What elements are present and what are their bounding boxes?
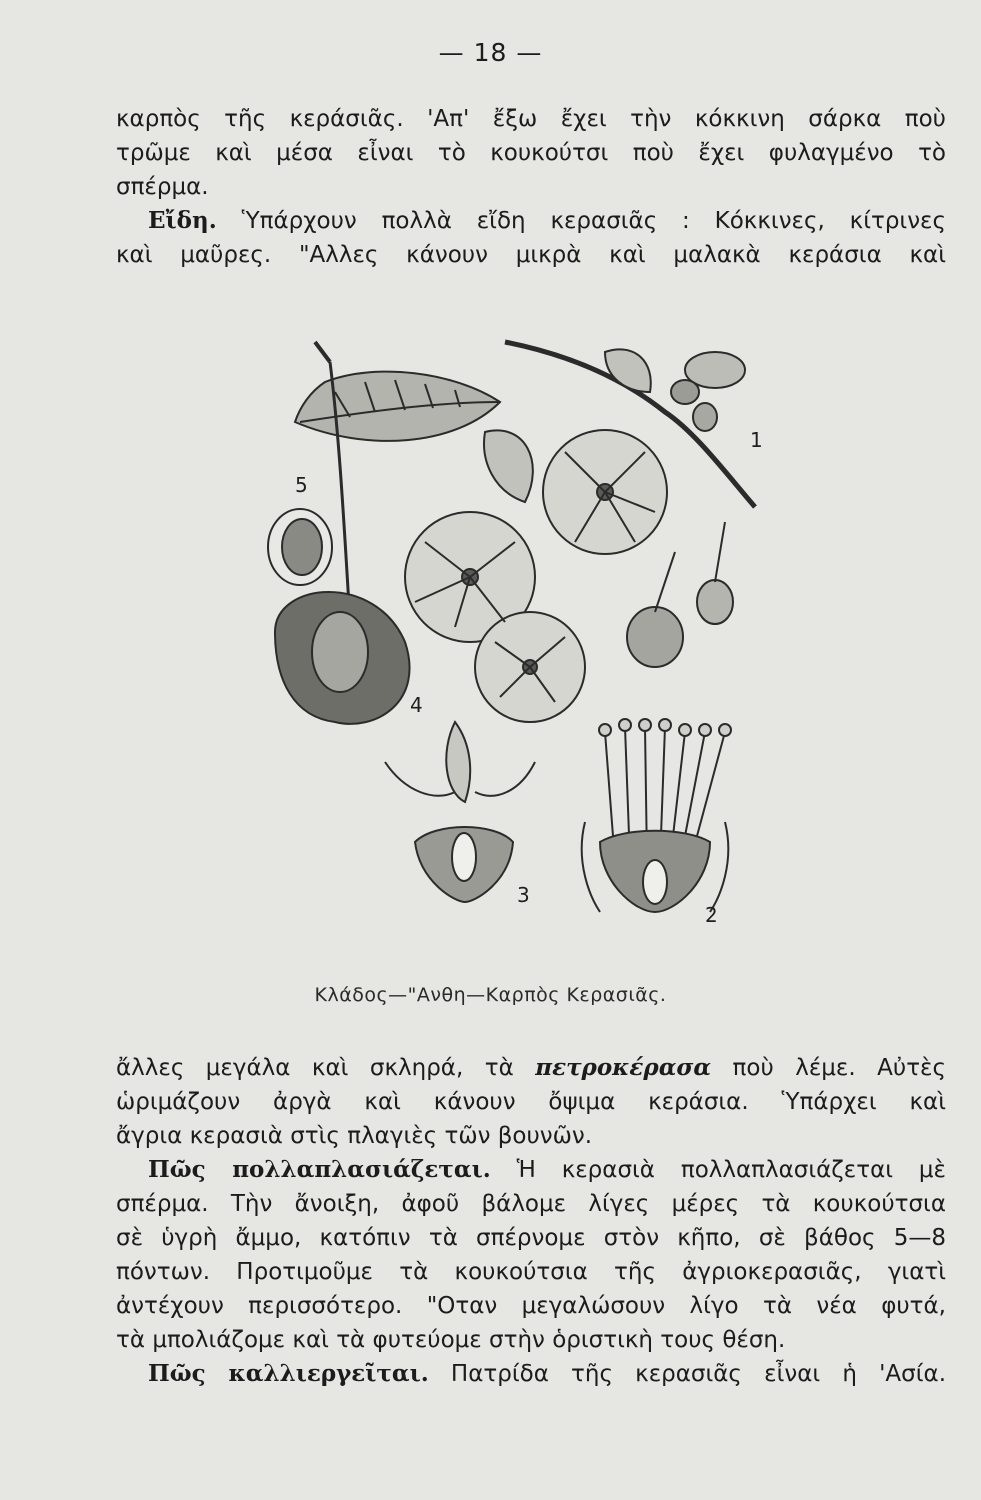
text-line: τὰ μπολιάζομε καὶ τὰ φυτεύομε στὴν ὁριστικὴ τους θέση.	[116, 1327, 786, 1353]
text-line: ὡριμάζουν ἀργὰ καὶ κάνουν ὄψιμα κεράσια. Ὑπάρχει καὶ	[116, 1089, 946, 1115]
section-heading-cultivation: Πῶς καλλιεργεῖται.	[148, 1360, 429, 1387]
text-span: ἄλλες μεγάλα καὶ σκληρά, τὰ	[116, 1055, 536, 1081]
text-line: σπέρμα.	[116, 174, 209, 200]
text-line: ἀντέχουν περισσότερο. "Οταν μεγαλώσουν λίγο τὰ νέα φυτά,	[116, 1293, 946, 1319]
text-line: σπέρμα. Τὴν ἄνοιξη, ἀφοῦ βάλομε λίγες μέρες τὰ κουκούτσια	[116, 1191, 946, 1217]
text-line	[116, 1153, 946, 1187]
text-span: Ὑπάρχουν πολλὰ εἴδη κερασιᾶς : Κόκκινες, κίτρινες	[216, 208, 946, 234]
text-line: καρπὸς τῆς κεράσιᾶς. 'Απ' ἔξω ἔχει τὴν κόκκινη σάρκα ποὺ	[116, 106, 946, 132]
text-line: σὲ ὑγρὴ ἄμμο, κατόπιν τὰ σπέρνομε στὸν κῆπο, σὲ βάθος 5—8	[116, 1225, 946, 1251]
text-line	[116, 1357, 946, 1391]
section-heading-types: Εἴδη.	[148, 207, 217, 234]
section-heading-propagation: Πῶς πολλαπλασιάζεται.	[148, 1156, 491, 1183]
figure-label-4: 4	[410, 693, 423, 717]
page-number: — 18 —	[438, 38, 543, 67]
bottom-paragraph	[116, 1051, 946, 1391]
figure-label-1: 1	[750, 428, 763, 452]
text-span: Πατρίδα τῆς κερασιᾶς εἶναι ἡ 'Ασία.	[428, 1361, 946, 1387]
figure-label-3: 3	[517, 883, 530, 907]
figure-caption: Κλάδος—"Ανθη—Καρπὸς Κερασιᾶς.	[314, 984, 667, 1006]
figure-label-2: 2	[705, 903, 718, 927]
figure-label-5: 5	[295, 473, 308, 497]
cherry-illustration	[255, 322, 785, 947]
top-paragraph	[116, 102, 946, 272]
text-line	[116, 1051, 946, 1085]
text-line: τρῶμε καὶ μέσα εἶναι τὸ κουκούτσι ποὺ ἔχει φυλαγμένο τὸ	[116, 140, 946, 166]
text-span: Ἡ κερασιὰ πολλαπλασιάζεται μὲ	[490, 1157, 946, 1183]
text-line: πόντων. Προτιμοῦμε τὰ κουκούτσια τῆς ἀγριοκερασιᾶς, γιατὶ	[116, 1259, 946, 1285]
text-line: καὶ μαῦρες. "Αλλες κάνουν μικρὰ καὶ μαλακὰ κεράσια καὶ	[116, 242, 946, 268]
emphasized-term: πετροκέρασα	[535, 1054, 712, 1081]
text-span: ποὺ λέμε. Αὐτὲς	[711, 1055, 946, 1081]
cherry-branch-drawing	[255, 322, 785, 947]
text-line	[116, 204, 946, 238]
text-line: ἄγρια κερασιὰ στὶς πλαγιὲς τῶν βουνῶν.	[116, 1123, 593, 1149]
